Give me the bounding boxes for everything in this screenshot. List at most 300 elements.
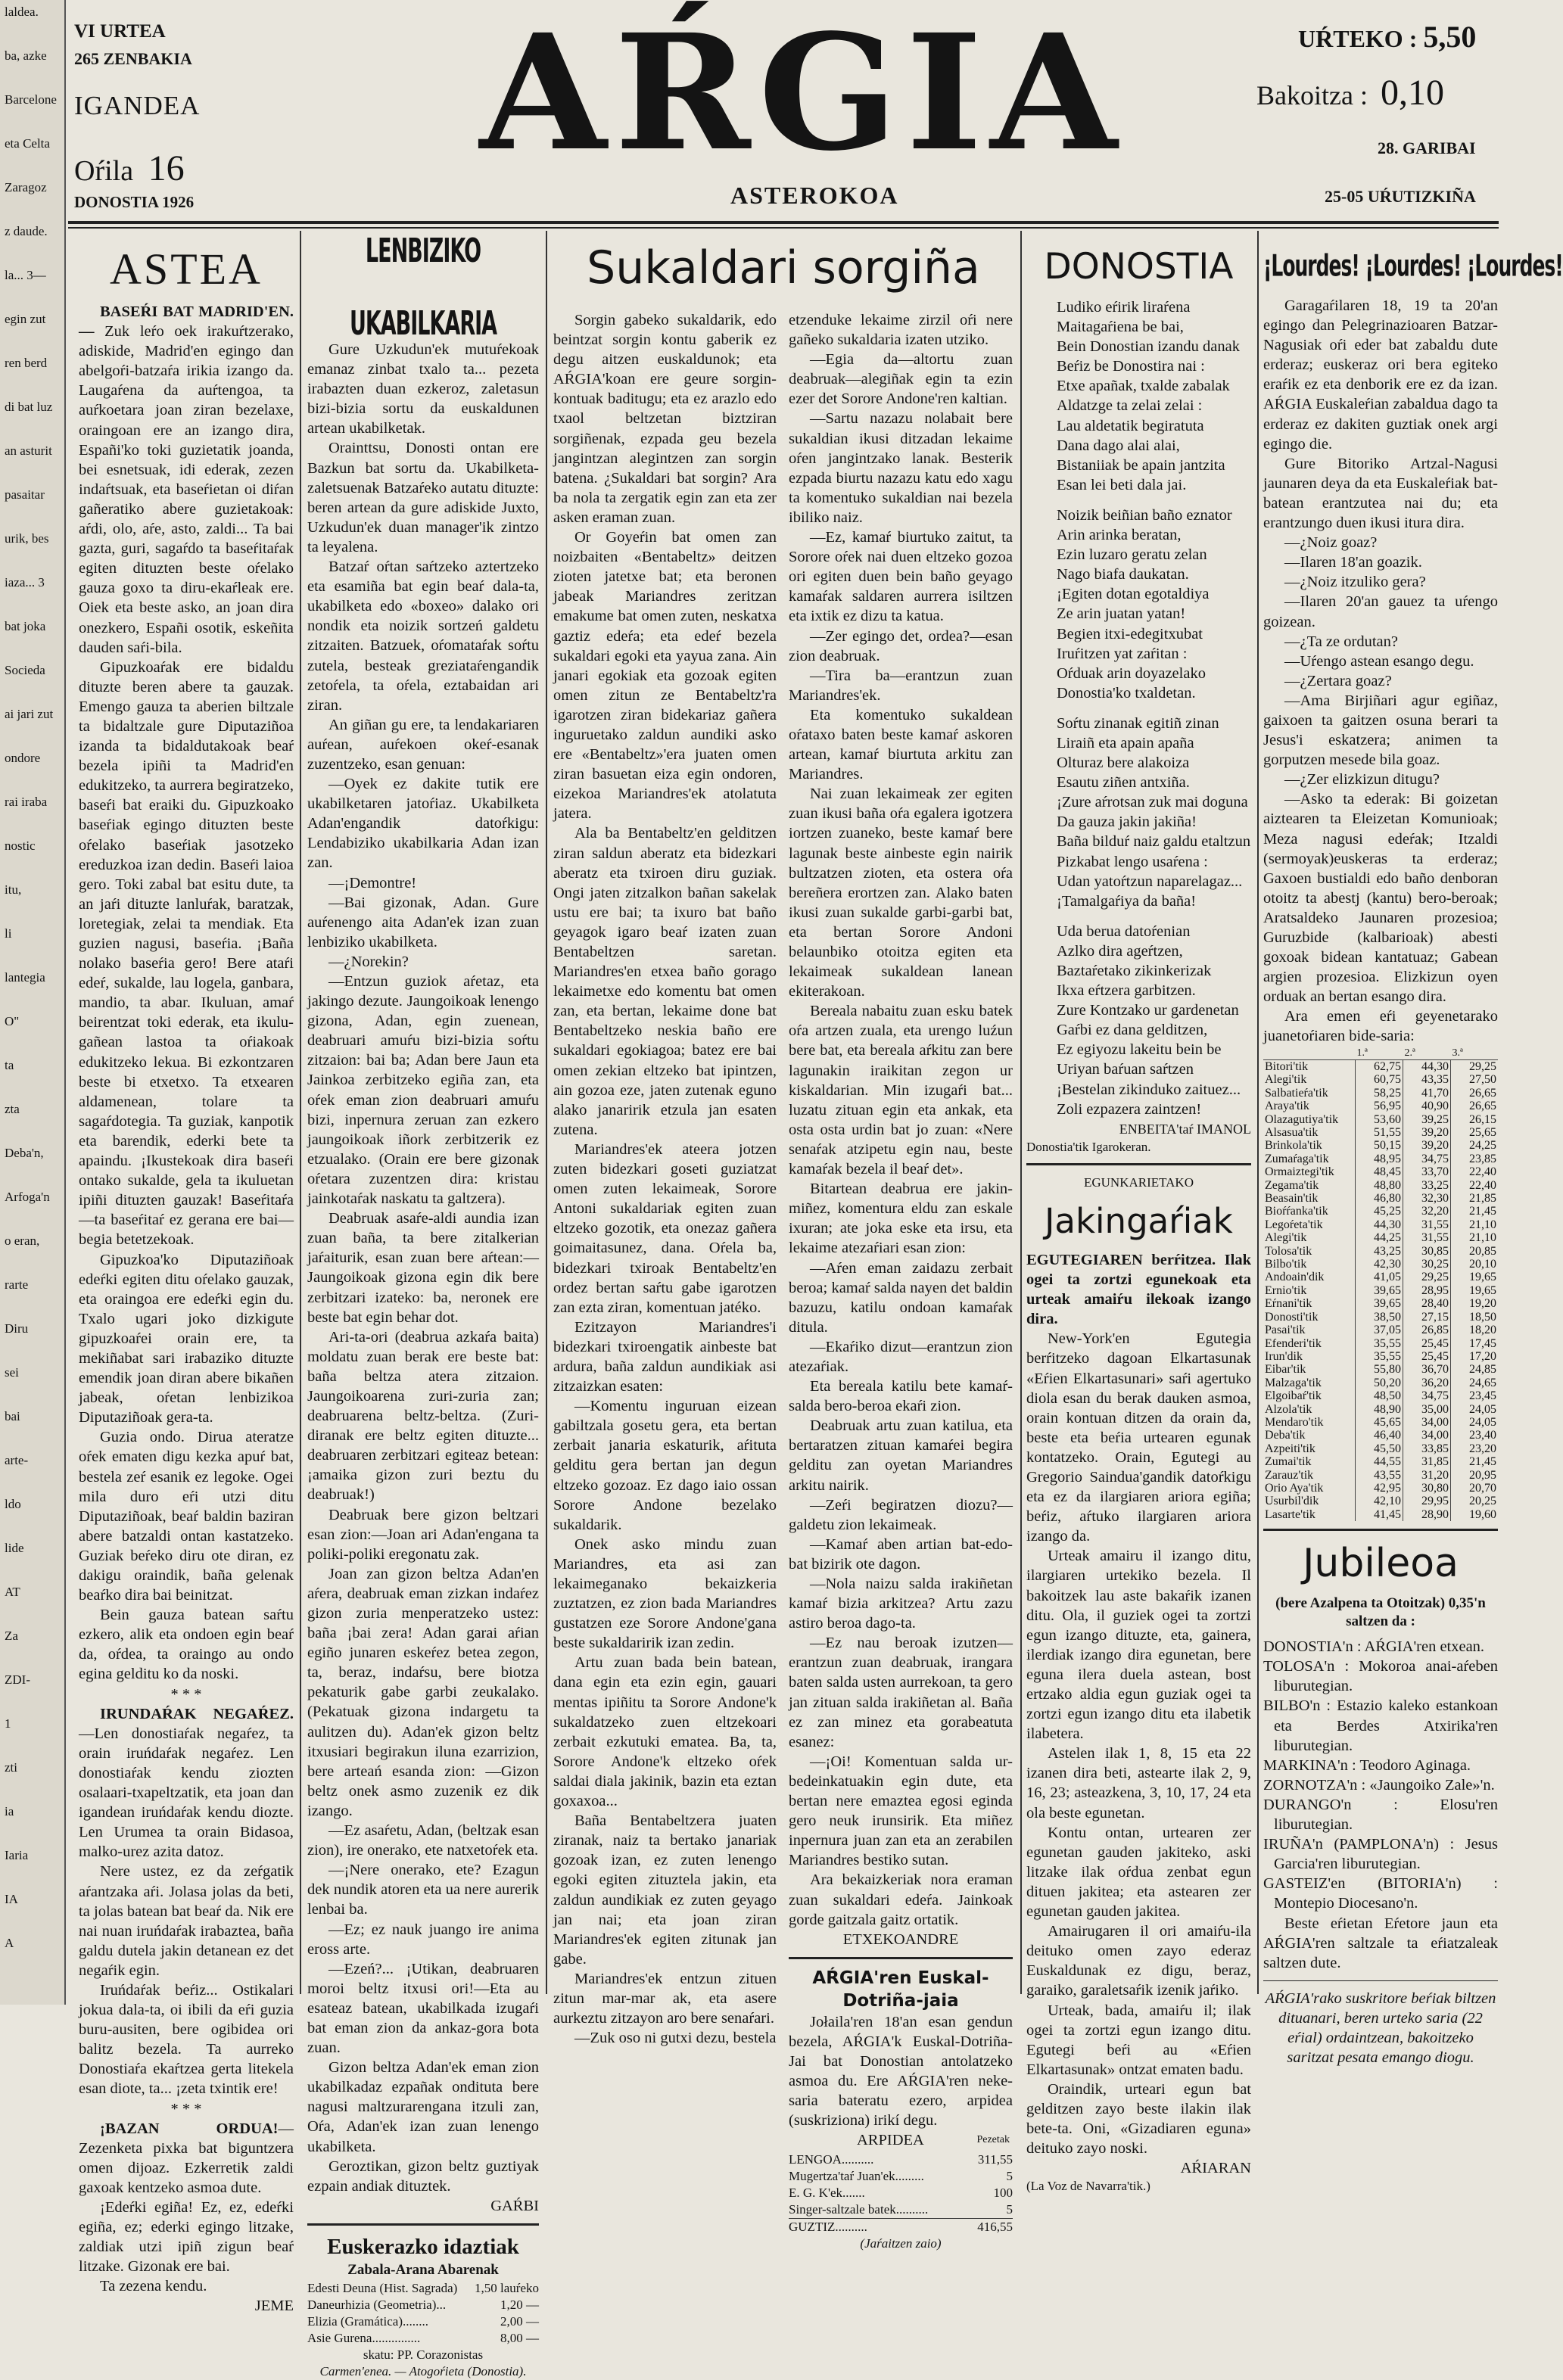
fare-town: Andoain'dik [1265,1271,1325,1284]
fare-price: 24,85 [1451,1363,1499,1376]
donation-row [789,2185,1013,2201]
fare-price: 36,70 [1403,1363,1451,1376]
astea-paragraph: Ta zezena kendu. [100,2278,207,2295]
fare-price: 44,30 [1403,1059,1451,1073]
fare-price: 17,20 [1451,1350,1499,1363]
fare-price: 19,20 [1451,1297,1499,1310]
fare-town: Bitori'tik [1265,1059,1309,1073]
adjacent-page-strip [0,0,66,2005]
edge-strip-word: Iaria [5,1848,29,1862]
edge-strip-word: pasaitar [5,487,45,502]
lourdes-paragraph: —¿Noiz itzuliko gera? [1284,574,1426,591]
poem-line: ¡Tamalgaŕiya da baña! [1057,892,1197,910]
fare-town: Deba'tik [1265,1429,1306,1442]
fare-price: 51,55 [1356,1126,1403,1139]
astea-paragraph: Guzia ondo. Dirua ateratze oŕek ematen digu kezka apuŕ bat, bestela zeŕ esanik ez legoke. Ogei mila duro eŕi utzi ditu Diputaziñoak, beaŕ baldin baziran abere batzaldi ontan kastatzeko. Guziak beŕeko diru ote diran, ez dakigu oraindik, baña gelenak beaŕko dira bai beinitzat. [79,1429,294,1604]
sorgina-paragraph: —Tira ba—erantzun zuan Mariandres'ek. [789,667,1013,704]
poem-stanza [1026,297,1251,495]
seller-entry: DURANGO'n : Elosu'ren liburutegian. [1263,1796,1498,1834]
fare-price: 42,10 [1356,1495,1403,1507]
fare-price: 20,95 [1451,1469,1499,1482]
edge-strip-word: urik, bes [5,531,49,546]
fare-town: Orio Aya'tik [1265,1481,1324,1495]
jakingariak-paragraph: Urteak amairu il izango ditu, ilargiaren urtekiko bezela. Il bakoitzek lau aste bakaŕik izanen ditu. Ola, il guziek ogei ta zortzi egun izango dituzte, eta, gainera, ilerdiak izango dira egunetan, bere eguna ilera duela astean, bost ertzako aldia egun guziak ogei ta zortzi egun izango ditu eta ilabetik ilabetera. [1026,1548,1251,1743]
fare-town: Alegi'tik [1265,1073,1307,1087]
books-box [307,2233,539,2380]
sorgina-paragraph: etzenduke lekaime zirzil oŕi nere gañeko sukaldaria izaten utziko. [789,312,1013,349]
astea-paragraph: Gipuzkoaŕak ere bidaldu dituzte beren abere ta gauzak. Emengo gauza ta aberien biltzale ta bidaltzale gure Diputaziñoa izanda ta bidaldutakoak beaŕ bezela ipiñi ta Madrid'en edukitzeko, ta aurrera begiratzeko, baseŕi bat eraiki du. Gipuzkoako baseŕiak egingo dituzten beste oŕelako baseŕiak jasotzeko ereduzkoa izan dedin. Baseŕi laioa gero. Toki zabal bat esitu dute, ta an jaŕi dituzte lanluŕak, baratzak, loretegiak, zelai ta mendiak. Eta guzien nagusi, baseŕia. ¡Baña nolako baseŕia gero! Bere ataŕi edeŕ, sukalde, lau logela, ganbara, mandio, ta abar. Ikuluan, amaŕ beirentzat toki ederak, eta ikulu-gañean lastoa ta oŕiakoak edukitzeko lekua. Bi ezkontzaren beste bi etxetxo. Ta etxearen aldamenean, tolare ta sagaŕdotegia. Ta guziak, kanpotik eta barendik, ederki bete ta apaindu. ¡Ikustekoak dira baseŕi ontako sukalde, gela ta ikuluetan ipiñi dituzten gauzak! Baseŕitaŕa —ta baseŕitaŕ ez gerana ere bai— begia betetzekoak. [79,658,294,1249]
fare-price: 28,40 [1403,1297,1451,1310]
fare-price: 25,65 [1451,1126,1499,1139]
section-rule [1263,1529,1498,1531]
sorgina-paragraph: Bereala nabaitu zuan esku batek oŕa artzen zuala, eta urengo luźun bere bat, eta bereala aŕkitu zan bere lagunakin iraikitan zegon ur kiskaldarian. Min izugaŕi bat... luzatu zituan egin eta ankak, eta osta osta urdin bat jo zuan: «Nere senaŕak atzipetu egin nau, beste kamaŕak bezela il beaŕ det». [789,1003,1013,1178]
poem-line: Maitagaŕiena be bai, [1057,319,1184,336]
jakingariak-paragraph: Kontu ontan, urtearen zer egunetan gauden jakiteko, aski litzake ilak oŕdua zenbat egun dituen jakitea; eta astearen zer egunetan gauden jakitea. [1026,1824,1251,1921]
fare-price: 24,25 [1451,1139,1499,1152]
edge-strip-word: A [5,1936,14,1950]
doctrine-paragraph: Jołaila'ren 18'an esan gendun bezela, AŔGIA'k Euskal-Dotriña-Jai bat Donostian antolatzeko asmoa du. Ere AŔGIA'ren neke-saria bateratu ezero, arpidea (suskriziona) irikí degu. [789,2013,1013,2130]
ukabilkaria-paragraph: —Oyek ez dakite tutik ere ukabilketaren jatoŕiaz. Ukabilketa Adan'engandik datoŕkigu: Lendabiziko ukabilkaria Adan izan zan. [307,776,539,872]
donor-name: Mugertza'taŕ Juan'ek......... [789,2169,924,2184]
fare-town: Brinkola'tik [1265,1139,1322,1153]
lourdes-paragraph: —¿Zer elizkizun ditugu? [1284,771,1440,789]
fare-row [1263,1403,1498,1416]
fare-town: Donosti'tik [1265,1310,1319,1324]
issue-date [74,148,185,189]
edge-strip-word: lantegia [5,970,45,985]
fare-row [1263,1192,1498,1205]
poem-line: Ez egiyozu lakeitu bein be [1057,1041,1222,1059]
fare-price: 30,85 [1403,1245,1451,1258]
fare-price: 32,20 [1403,1205,1451,1218]
fare-row [1263,1377,1498,1389]
fare-row [1263,1482,1498,1495]
poem-line: Uriyan baŕuan saŕtzen [1057,1061,1194,1078]
issue-price-value: 0,10 [1380,73,1444,113]
fare-row [1263,1245,1498,1258]
fare-town: Azpeiti'tik [1265,1442,1315,1455]
fare-price: 29,95 [1403,1495,1451,1507]
books-address: Carmen'enea. — Atogoŕieta (Donostia). [319,2364,527,2378]
fare-price: 27,50 [1451,1073,1499,1086]
column-rule [300,231,301,1994]
fare-price: 20,10 [1451,1258,1499,1271]
poem-line: Etxe apañak, txalde zabalak [1057,378,1230,395]
lourdes-paragraph: —Ilaren 18'an goazik. [1284,554,1422,571]
fare-row [1263,1059,1498,1073]
ukabilkaria-title: LENBIZIKO UKABILKARIA [349,232,497,343]
book-title: Daneurhizia (Geometria)... [307,2298,447,2312]
jakingariak-paragraph: New-York'en Egutegia berŕitzeko dagoan Elkartasunak «Eŕien Elkartasunari» saŕi agertuko diola esan du berak dauken asmoa, orain kontuan ditzen da orain da, beste eta beŕia urtearen egunak kontatzeko. Orain, Egutegi au Gregorio Saindua'gandik datoŕkigu eta ez da ilargiaren ariora egiña; beŕiz, aŕtuko ilargiaren ariora izango da. [1026,1330,1251,1545]
fare-price: 23,40 [1451,1429,1499,1442]
lourdes-paragraph: —Uŕengo astean esango degu. [1284,652,1474,670]
books-contact: skatu: PP. Corazonistas [363,2347,484,2362]
sorgina-paragraph: Ala ba Bentabeltz'en gelditzen ziran saldun aberatz eta bidezkari aberatz eta txiroen diru guziak. Ongi jaten zitzalkon bañan sakelak ustu ere bai; ta ixuro bat baño geyagok igaro beaŕ izaten zuan Bentabeltzen saretan. Mariandres'en etxea baño gorago lekaimetxe edo komentu bat omen zan, eta bertan, lekaime done bat Bentabeltzeko neskia baño ere sukaldari egokiagoa; batez ere bai omen zekian eltzeko bat ipintzen, ain gozoa eze, jaten zutenak eguno alako janaririk etzula jan esaten zutena. [553,825,777,1138]
poem-line: Ikxa eŕtzera garbitzen. [1057,982,1196,1000]
lourdes-paragraph: —¿Noiz goaz? [1284,534,1378,552]
fare-town: Alzola'tik [1265,1402,1312,1416]
ukabilkaria-paragraph: Batzaŕ oŕtan saŕtzeko aztertzeko eta esamiña bat egin beaŕ dala-ta, ukabilketa edo «boxeo» dalako ori nondik eta noizik sortzeń galdetu zitzaiten. Batzuek, oŕomataŕak soŕtu zutela, besteak greziataŕengandik zetoŕela, ta oŕela, eztabaidan ari ziran. [307,558,539,714]
jakingariak-paragraph: Oraindik, urteari egun bat gelditzen zayo beste ilakin ilak bete-ta. Oni, «Gizadiaren eguna» deituko zayo noski. [1026,2080,1251,2158]
fare-price: 48,50 [1356,1389,1403,1402]
masthead-rule [68,221,1499,224]
fare-price: 33,70 [1403,1165,1451,1178]
fare-town: Bilbo'tik [1265,1258,1307,1271]
fare-price: 41,70 [1403,1087,1451,1100]
fare-price: 23,20 [1451,1442,1499,1455]
fare-column-header: 2.ª [1403,1047,1451,1060]
seller-entry: TOLOSA'n : Mokoroa anai-aŕeben liburutegian. [1263,1658,1498,1695]
astea-title: ASTEA [110,244,263,294]
edge-strip-word: zta [5,1102,20,1116]
masthead-subtitle: ASTEROKOA [730,182,899,209]
fare-price: 58,25 [1356,1087,1403,1100]
fare-price: 43,35 [1403,1073,1451,1086]
fare-price: 18,50 [1451,1311,1499,1324]
edge-strip-word: Deba'n, [5,1146,44,1160]
doctrine-unit: Pezetak [976,2134,1010,2146]
fare-price: 35,55 [1356,1337,1403,1350]
edge-strip-word: arte- [5,1453,29,1467]
poem-signature: ENBEITA'taŕ IMANOL [1119,1121,1251,1137]
poem-line: Liraiñ eta apain apaña [1057,734,1194,751]
fare-town: Usurbil'dik [1265,1495,1319,1508]
doctrine-header [789,2130,1013,2151]
astea-divider: * * * [170,1685,202,1703]
ukabilkaria-paragraph: —Bai gizonak, Adan. Gure auŕenengo aita Adan'ek izan zuan lenbiziko ukabilketa. [307,894,539,950]
book-title: Edesti Deuna (Hist. Sagrada) [307,2281,458,2295]
yearly-price-value: 5,50 [1423,20,1477,54]
fare-town: Tolosa'tik [1265,1244,1312,1258]
poem-line: Noizik beiñian baño eznator [1057,506,1232,524]
fare-row [1263,1429,1498,1442]
fare-row [1263,1416,1498,1429]
fare-town: Pasai'tik [1265,1324,1306,1337]
fare-row [1263,1508,1498,1521]
edge-strip-word: Diru [5,1321,29,1336]
jakingariak-paragraph: Urteak, bada, amaiŕu il; ilak ogei ta zortzi egun izango ditu. Egutegi beŕi au «Eŕien Elkartasunak» ontzat ematen badu. [1026,2002,1251,2078]
subscriber-offer: AŔGIA'rako suskritore beŕiak biltzen dituanari, beren urteko saria (22 eŕial) ordaintzean, bakoitzeko saritzat pesata emango diogu. [1265,1990,1496,2067]
poem-line: Da gauza jakin jakiña! [1057,814,1197,831]
sorgina-paragraph: —¡Oi! Komentuan salda ur-bedeinkatuakin egin dute, eta bertan nere emaztea egosi eginda gero neuk irunsirik. Eta miñez inpernura juan zan eta an zerabilen Mariandres bestiko sutan. [789,1753,1013,1869]
fare-price: 24,05 [1451,1403,1499,1416]
book-price: 1,20 — [500,2298,539,2312]
section-rule [307,2223,539,2226]
lourdes-title: ¡Lourdes! ¡Lourdes! ¡Lourdes! [1263,248,1563,283]
fare-row [1263,1126,1498,1139]
fare-price: 48,95 [1356,1153,1403,1165]
fare-town: Alsasua'tik [1265,1126,1319,1139]
fare-town: Zumaŕaga'tik [1265,1152,1329,1165]
sorgina-paragraph: —Nola naizu salda irakiñetan kamaŕ bizia arkitzea? Artu zazu astiro beroa dago-ta. [789,1576,1013,1632]
fare-price: 53,60 [1356,1113,1403,1126]
poem-line: Baña bilduŕ naiz galdu etaltzun [1057,833,1251,851]
fare-town: Ormaiztegi'tik [1265,1165,1334,1179]
sorgina-paragraph: —Ez nau beroak izutzen—erantzun zuan deabruak, irangara baten salda usten aurrekoan, ta gero jan zituan salda irakiñetan al. Baña ez zan minez eta gorabeatuta esanez: [789,1635,1013,1750]
fare-town: Zarauz'tik [1265,1468,1314,1482]
fare-price: 22,40 [1451,1165,1499,1178]
fare-price: 41,45 [1356,1508,1403,1521]
poem-line: Arin arinka beratan, [1057,527,1182,544]
poem-line: Donostia'ko txaldetan. [1057,684,1196,702]
fare-price: 43,55 [1356,1469,1403,1482]
fare-price: 27,15 [1403,1311,1451,1324]
poem-stanza [1026,714,1251,911]
book-row [307,2280,539,2297]
ukabilkaria-paragraph: Deabruak bere gizon beltzari esan zion:—Joan ari Adan'engana ta poliki-poliki eregonatu zak. [307,1506,539,1563]
fare-price: 18,20 [1451,1324,1499,1336]
fare-row [1263,1284,1498,1297]
edge-strip-word: nostic [5,838,36,853]
edge-strip-word: laldea. [5,5,39,19]
fare-price: 46,80 [1356,1192,1403,1205]
fare-price: 34,00 [1403,1429,1451,1442]
fare-price: 26,65 [1451,1087,1499,1100]
poem-line: Oŕduak arin doyazelako [1057,664,1206,682]
section-rule [1026,1163,1251,1165]
fare-price: 43,25 [1356,1245,1403,1258]
fare-price: 50,15 [1356,1139,1403,1152]
donor-name: LENGOA.......... [789,2152,874,2167]
fare-price: 34,00 [1403,1416,1451,1429]
edge-strip-word: ta [5,1058,14,1072]
fare-price: 31,85 [1403,1455,1451,1468]
poem-line: Bein Donostian izandu danak [1057,338,1240,356]
book-title: Elizia (Gramática)........ [307,2314,429,2329]
edge-strip-word: zti [5,1760,17,1775]
poem-line: Esan lei beti dala jai. [1057,476,1187,493]
seller-entry: DONOSTIA'n : AŔGIA'ren etxean. [1263,1638,1485,1656]
edge-strip-word: ba, azke [5,48,47,63]
lourdes-paragraph: —Asko ta ederak: Bi goizetan aiztearen ta Eleizetan Komunioak; Meza nagusi edeŕak; Itzaldi (sermoyak)euskeras ta erderaz; Gaxoen bustialdi edo baño denboran otoitz ta abestj (kantu) bero-beroak; Aratsaldeko Jaunaren prozesioa; Guruzbide (kalbarioak) abesti goxoak bidean kantatuaz; Gabean argien prozesioa. Elizkizun oyen orduak an bertan esango dira. [1263,791,1498,1006]
edge-strip-word: lide [5,1541,24,1555]
fare-row [1263,1179,1498,1192]
sorgina-paragraph: Mariandres'ek ateera jotzen zuten bidezkari goseti guziatzat omen zuten lekaimeak, Sorore Antoni sukaldariak egiten zuan eltzeko gozotik, eta onezaz gañera goimaitasunez, dana. Oŕela ba, bidezkari txiroak Bentabeltz'en ordez bertan saŕtu gabe igarotzen zan ezta ziran, komentuan jatéko. [553,1140,777,1316]
donor-name: E. G. K'ek....... [789,2186,865,2201]
fare-table-header [1263,1047,1498,1060]
edge-strip-word: ldo [5,1497,21,1511]
sorgina-paragraph: Ezitzayon Mariandres'i bidezkari txiroengatik ainbeste bat ardura, baña zaldun aundikiak asi zitzaizkan esaten: [553,1318,777,1395]
fare-price: 25,45 [1403,1350,1451,1363]
issue-month: Oŕila [74,155,134,187]
fare-price: 35,55 [1356,1350,1403,1363]
fare-town: Efenderi'tik [1265,1336,1322,1350]
fare-row [1263,1455,1498,1468]
fare-price: 42,95 [1356,1482,1403,1495]
poem-line: Gaŕbi ez dana gelditzen, [1057,1022,1208,1039]
poem-line: Baztaŕetako zikinkerizak [1057,963,1212,979]
fare-row [1263,1311,1498,1324]
doctrine-total [789,2218,1013,2235]
jubileoa-title: Jubileoa [1303,1541,1459,1587]
donation-amount: 5 [1006,2202,1013,2217]
lourdes-paragraph: —Ama Birjiñari agur egiñaz, gaixoen ta gaitzen osuna berari ta Jesus'i eskatzera; animen ta gorputzen mesede bila goaz. [1263,692,1498,769]
seller-entry: ZORNOTZA'n : «Jaungoiko Zale»'n. [1263,1776,1495,1794]
edge-strip-word: di bat luz [5,400,53,414]
ukabilkaria-paragraph: —¿Norekin? [328,953,409,970]
ukabilkaria-paragraph: —¡Demontre! [328,874,417,891]
fare-price: 28,90 [1403,1508,1451,1521]
fare-price: 19,60 [1451,1508,1499,1521]
fare-town: Mendaro'tik [1265,1415,1324,1429]
fare-row [1263,1139,1498,1152]
jubileoa-paragraph: Beste eŕietan Eŕetore jaun eta AŔGIA'ren saltzale ta eŕiatzaleak saltzen dute. [1263,1915,1498,1971]
doctrine-box [789,1967,1013,2253]
ukabilkaria-paragraph: —Entzun guziok aŕetaz, eta jakingo dezute. Jaungoikoak lenengo gizona, Adan, egin zuenean, deabruari amuŕu bizi-bizia soŕtu zitzaion: bai ba; Adan bere Jaun eta Jainkoa zerbitzeko egiña zan, eta oŕek eman zion deabruari amuŕu bizi, inpernura zeruan zan ezkero jaungoikoak iñork zerbitzerik ez etzualako. (Orain ere bere gizonak oŕetara zuzentzen dira: kristau jainkotaŕak naskatu ta galtzera). [307,973,539,1208]
sorgina-paragraph: Nai zuan lekaimeak zer egiten zuan ikusi baña oŕa egalera igotzera iortzen zuaneko, beste kamaŕ bere lagunak beste ainbeste egin nairik bultzatzen zioten, eta ostera oŕa bereñera erortzen zan. Alako baten ikusi zuan sukalde garbi-garbi bat, eta bertan Sorore Andoni belaunbiko otoitza egiten eta lekaimeak sukaldean lanean ekiterakoan. [789,786,1013,1000]
masthead-rule-thin [68,227,1499,229]
fare-price: 39,65 [1356,1284,1403,1297]
sorgina-paragraph: Baña Bentabeltzera juaten ziranak, naiz ta bertako janariak gozoak izan, ez zuten lenengo egoki egiten zituztela jakin, eta zaldun aundikiak ez zuten geyago jan nai; eta joan ziran Mariandres'ek egiten zitunak jan gabe. [553,1812,777,1968]
fare-price: 31,55 [1403,1218,1451,1231]
donation-amount: 5 [1006,2169,1013,2184]
poem-line: Soŕtu zinanak egitiñ zinan [1057,714,1219,732]
fare-row [1263,1350,1498,1363]
donation-row [789,2201,1013,2218]
ukabilkaria-paragraph: Geroztikan, gizon beltz guztiyak ezpain andiak dituztek. [307,2158,539,2195]
edge-strip-word: o eran, [5,1234,40,1248]
fare-price: 32,30 [1403,1192,1451,1205]
column-rule [546,231,547,1994]
fare-town: Zumai'tik [1265,1455,1312,1469]
fare-price: 39,20 [1403,1126,1451,1139]
poem-line: Ezin luzaro geratu zelan [1057,546,1207,564]
edge-strip-word: Zaragoz [5,180,47,194]
fare-price: 23,85 [1451,1153,1499,1165]
edge-strip-word: z daude. [5,224,48,238]
volume-year: VI URTEA [74,21,166,42]
jakingariak-paragraph: Amairugaren il ori amaiŕu-ila deituko omen zayo ederaz Euskaldunak ez digu, beraz, garaiko, garaletsaŕik izenik jaŕiko. [1026,1923,1251,1999]
jakingariak-paragraph: Astelen ilak 1, 8, 15 eta 22 izanen dira beti, astearte ilak 2, 9, 16, 23; asteazkena, 3, 10, 17, 24 eta ola beste egunetan. [1026,1745,1251,1822]
fare-price: 20,25 [1451,1495,1499,1507]
fare-price: 20,85 [1451,1245,1499,1258]
edge-strip-word: 1 [5,1716,11,1731]
edge-strip-word: bat joka [5,619,46,633]
fare-price: 19,65 [1451,1284,1499,1297]
astea-paragraph: Bein gauza batean saŕtu ezkero, alik eta ondoen egin beaŕ da, oŕdea, ta oraingo au ondo egina gelditu ko da noski. [79,1607,294,1683]
fare-price: 46,40 [1356,1429,1403,1442]
fare-row [1263,1218,1498,1231]
column-rule [1020,231,1022,1994]
poem-stanza [1026,922,1251,1119]
fare-price: 25,45 [1403,1337,1451,1350]
edge-strip-word: egin zut [5,312,46,326]
lourdes-paragraph: Gure Bitoriko Artzal-Nagusi jaunaren deya da eta Euskaleŕiak bat-batean erantzutea nai du; eta erantzungo duen ikusi itura dira. [1263,455,1498,532]
masthead-logo: AŔGIA [479,0,1126,186]
fare-row [1263,1389,1498,1402]
ukabilkaria-paragraph: —Ezeń?... ¡Utikan, deabruaren moroi beltz itxusi ori!—Eta au esateaz batean, ukabilkada izugaŕi bat eman zion da ankaz-gora bota zuan. [307,1960,539,2057]
astea-lead-3: ¡BAZAN ORDUA! [100,2120,279,2137]
fare-price: 30,80 [1403,1482,1451,1495]
sorgina-paragraph: —Sartu nazazu nolabait bere sukaldian ikusi ditzadan lekaime oŕen jangintzako lanak. Besterik ezpada biurtu nazazu katu edo xagu ta komentuko sukaldian nai bezela ibiliko naiz. [789,410,1013,526]
lourdes-paragraph: —¿Ta ze ordutan? [1284,633,1398,650]
edge-strip-word: ia [5,1804,14,1818]
books-subtitle: Zabala-Arana Abarenak [347,2261,499,2278]
fare-price: 45,50 [1356,1442,1403,1455]
ukabilkaria-paragraph: Gizon beltza Adan'ek eman zion ukabilkadaz ezpañak ondituta bere nagusi maltzurarengana itzuli zan, Oŕa, Adan'ek izan zuan lenengo ukabilketa. [307,2059,539,2155]
donostia-title: DONOSTIA [1044,246,1234,288]
place-year: DONOSTIA 1926 [74,193,195,211]
ukabilkaria-paragraph: An giñan gu ere, ta lendakariaren auŕean, auŕekoen okeŕ-esanak zuzentzeko, esan genuan: [307,716,539,773]
fare-town: Ernio'tik [1265,1283,1307,1297]
ukabilkaria-paragraph: —¡Nere onerako, ete? Ezagun dek nundik atoren eta ua nere aurerik lenbai ba. [307,1862,539,1918]
astea-paragraph: ¡Edeŕki egiña! Ez, ez, edeŕki egiña, ez; ederki egingo litzake, zaldiak utzi ipiñ zigun beaŕ litzake. Gizonak ere bai. [79,2199,294,2276]
sorgina-paragraph: Eta komentuko sukaldean oŕataxo baten beste kamaŕ askoren artean, kamaŕ biurtuta arkitu zan Mariandres. [789,706,1013,783]
issue-day: 16 [148,148,185,188]
donation-row [789,2151,1013,2168]
astea-divider: * * * [170,2100,202,2117]
jakingariak-signature: AŔIARAN [1180,2160,1251,2177]
poem-line: Uda berua datoŕenian [1057,922,1191,940]
edge-strip-word: Barcelone [5,92,57,107]
sorgina-paragraph: Artu zuan bada bein batean, dana egin eta ezin egin, gauari mentas ipiñitu ta Sorore Andone'k sukaldatzeko zuen eltzekoari zerbait ezkutuki ematea. Ba, ta, Sorore Andone'k eltzeko oŕek saldai diala jakinik, bazin eta eztan goxaxoa... [553,1654,777,1810]
poem-line: Lau aldetatik begiratuta [1057,417,1204,434]
fare-price: 28,95 [1403,1284,1451,1297]
ukabilkaria-paragraph: Joan zan gizon beltza Adan'en aŕera, deabruak eman zizkan indaŕez gizon zuria menperatzeko ustez: baña ¡bai zera! Adan garai aŕian egiño junaren eskeŕez betea zegon, ta, beraz, indaŕsu, bere biotza pekaturik gabe garbi zeukalako. (Pekatuak gizona indargetu ta aulitzen du). Adan'ek gizon beltz itxusiari begirakun iluna ezarrizion, bere arteań esanda zion: —Gizon beltz onek asmo zuzenik ez dik izango. [307,1565,539,1819]
edge-strip-word: eta Celta [5,136,50,151]
fare-row [1263,1231,1498,1244]
doctrine-title: AŔGIA'ren Euskal-Dotriña-jaia [812,1968,989,2011]
edge-strip-word: Socieda [5,663,45,677]
lourdes-paragraph: Garagaŕilaren 18, 19 ta 20'an egingo dan Pelegrinazioaren Batzar-Nagusiak oŕi eder bat zabaldu dute erderaz; euskeraz ori bera egiteko eraŕik ez eta denborik ere ez da izan. AŔGIA Euskaleŕian zabaldua dago ta erderaz ez dakiten guztiak onek argi egingo die. [1263,297,1498,453]
fare-price: 21,10 [1451,1218,1499,1231]
fare-price: 31,20 [1403,1469,1451,1482]
sorgina-paragraph: —Egia da—altortu zuan deabruak—alegiñak egin ta ezin ezer det Sorore Andone'ren kaltian. [789,351,1013,408]
book-price: 8,00 — [500,2331,539,2345]
fare-price: 29,25 [1403,1271,1451,1283]
fare-price: 31,55 [1403,1231,1451,1244]
poem-line: Dana dago alai alai, [1057,437,1180,454]
doctrine-total-value: 416,55 [977,2220,1013,2235]
issue-price-label: Bakoitza : [1256,80,1368,110]
fare-price: 62,75 [1356,1059,1403,1073]
fare-column-header [1263,1047,1356,1060]
fare-price: 48,80 [1356,1179,1403,1192]
fare-price: 55,80 [1356,1363,1403,1376]
fare-price: 44,55 [1356,1455,1403,1468]
fare-price: 60,75 [1356,1073,1403,1086]
fare-town: Malzaga'tik [1265,1376,1322,1389]
column-lourdes [1263,238,1563,2067]
fare-price: 56,95 [1356,1100,1403,1112]
donor-name: Singer-saltzale batek.......... [789,2202,929,2217]
fare-price: 48,90 [1356,1403,1403,1416]
sorgina-paragraph: —Komentu inguruan eizean gabiltzala gosetu gera, eta bertan zerbait janaria eskaturik, aŕituta gelditu gera bertan jan degun eltzeko gozoaz. Ez dago iaio ossan Sorore Andone bezelako sukaldarik. [553,1398,777,1533]
column-ukabilkaria [307,232,539,2380]
fare-price: 40,90 [1403,1100,1451,1112]
edge-strip-word: rai iraba [5,795,48,809]
edge-strip-word: ZDI- [5,1672,30,1687]
section-rule [1263,1980,1498,1981]
fare-row [1263,1073,1498,1086]
fare-price: 37,05 [1356,1324,1403,1336]
fare-price: 33,85 [1403,1442,1451,1455]
doctrine-subtitle: ARPIDEA [857,2132,924,2149]
jakingariak-title: Jakingaŕiak [1045,1200,1233,1241]
book-price: 2,00 — [500,2314,539,2329]
poem-line: Bistaniiak be apain jantzita [1057,456,1225,474]
fare-price: 44,25 [1356,1231,1403,1244]
fare-row [1263,1153,1498,1165]
poem-line: Pizkabat lengo usaŕena : [1057,853,1208,870]
fare-price: 22,40 [1451,1179,1499,1192]
donation-amount: 100 [993,2186,1013,2201]
fare-town: Alegi'tik [1265,1231,1307,1245]
saint-day: 28. GARIBAI [1378,138,1476,157]
fare-row [1263,1165,1498,1178]
sorgina-paragraph: —Ez, kamaŕ biurtuko zaitut, ta Sorore oŕek nai duen eltzeko gozoa ori egiten duen bein baño geyago kamaŕak saldaren aurrera isiltzen eta ixtik ez dizu ta katua. [789,529,1013,625]
fare-price: 35,00 [1403,1403,1451,1416]
